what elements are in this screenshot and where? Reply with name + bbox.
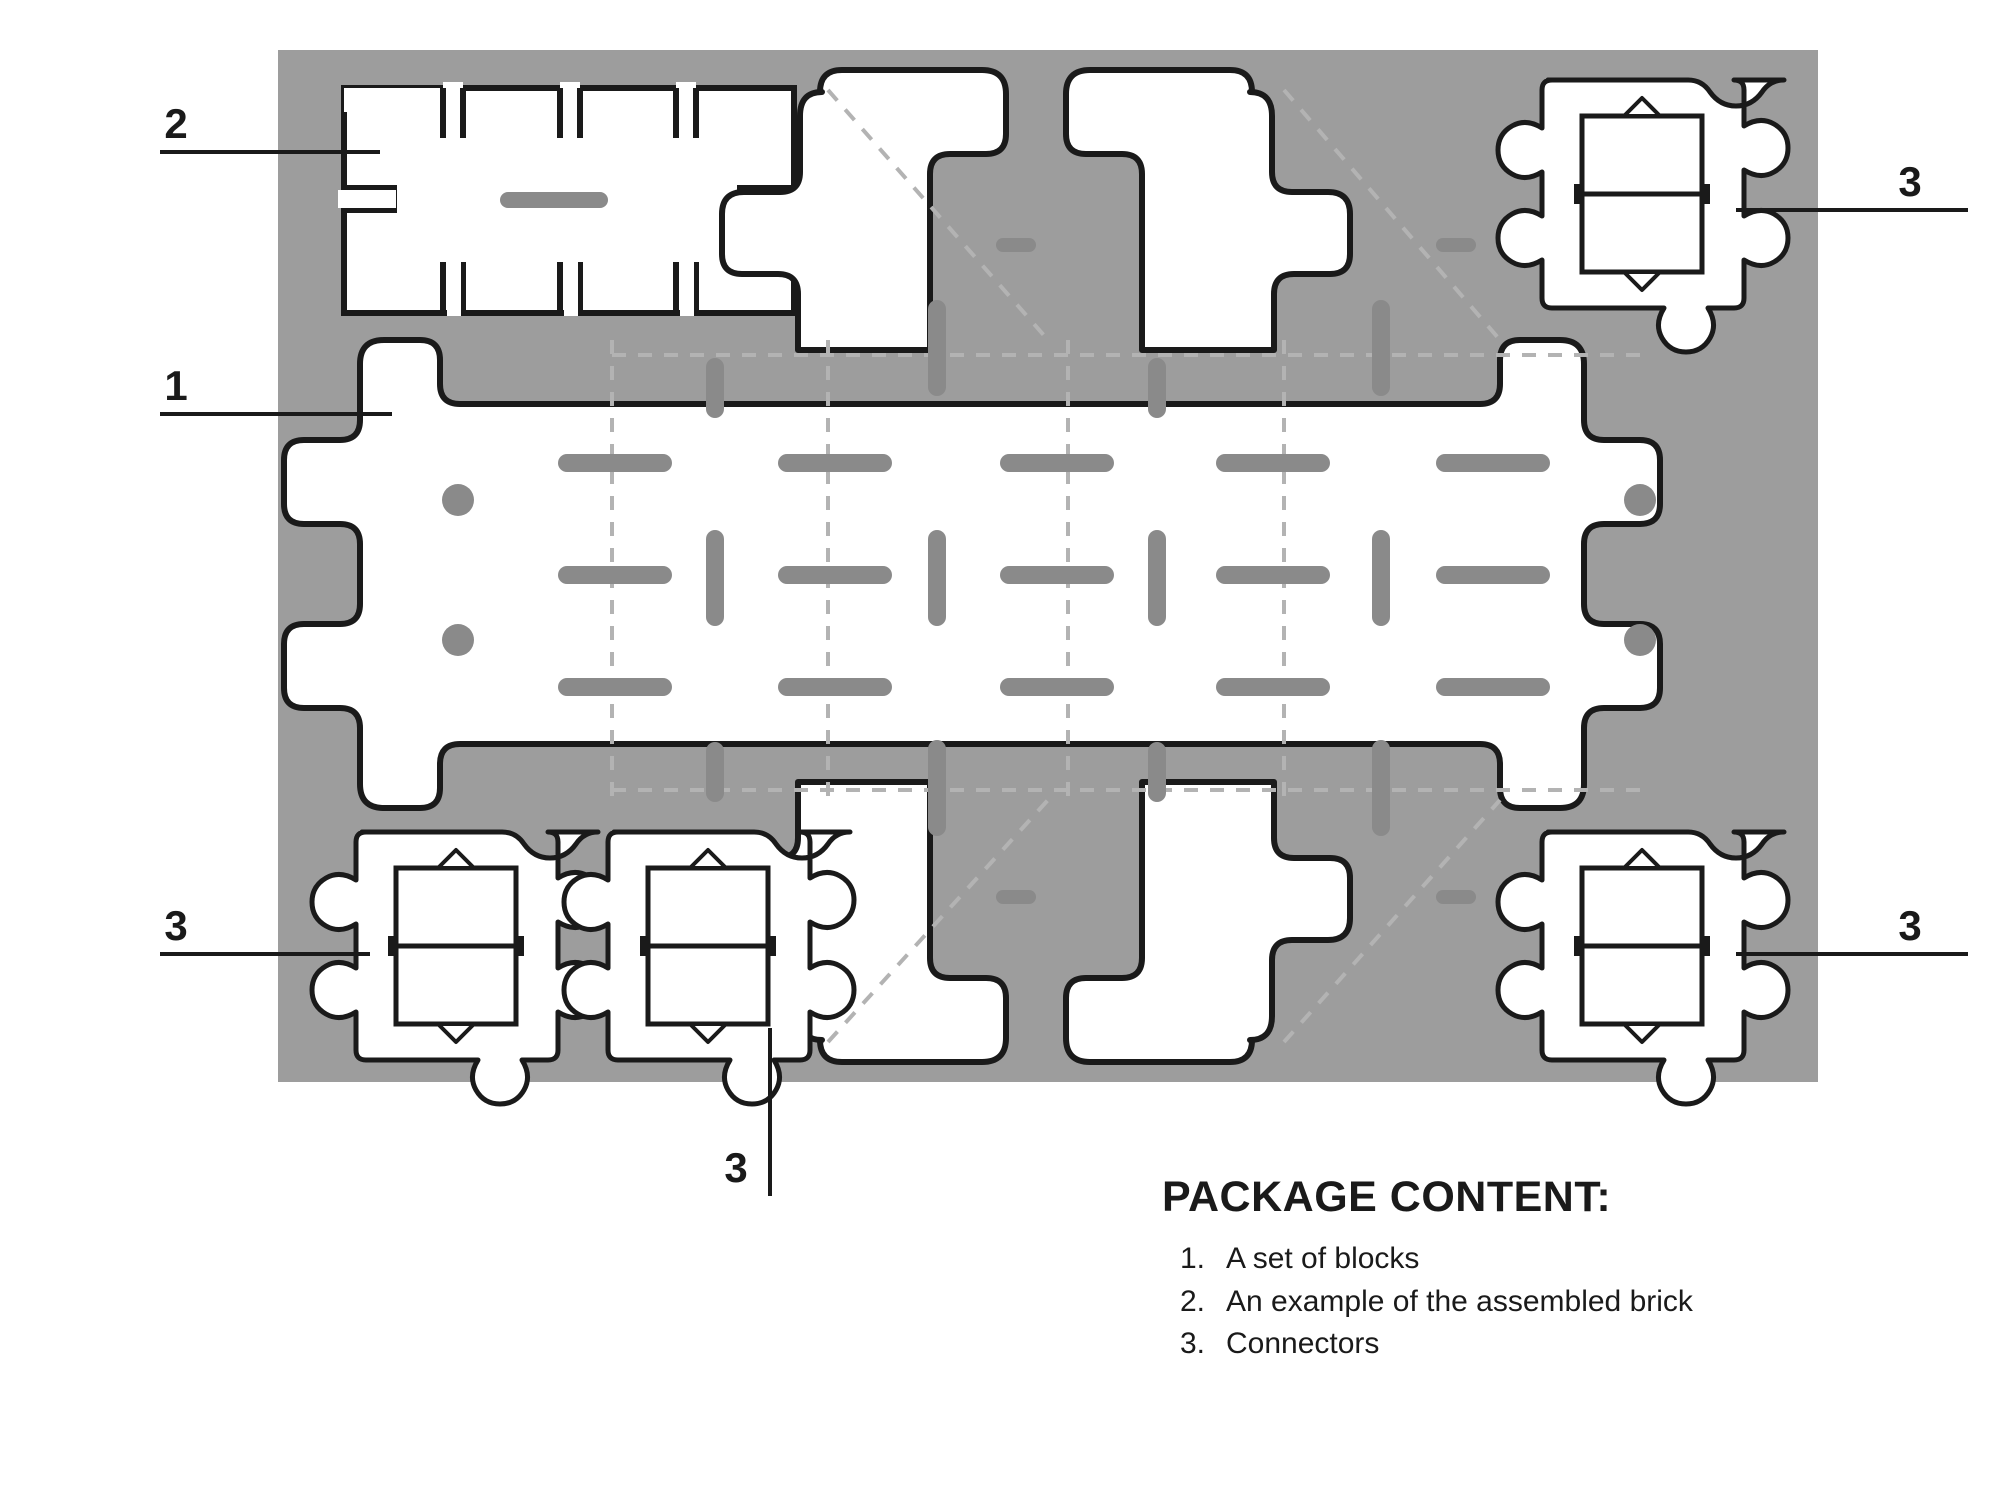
legend-item <box>1180 1323 1882 1366</box>
callout-label: 1 <box>164 362 188 409</box>
callout-label: 2 <box>164 100 188 147</box>
legend-item <box>1180 1238 1882 1281</box>
legend-item-text: A set of blocks <box>1226 1242 1420 1276</box>
callout-label: 3 <box>164 902 188 949</box>
legend-item-text: Connectors <box>1226 1327 1380 1361</box>
legend-item-index: 2. <box>1180 1284 1206 1318</box>
callout-label: 3 <box>1898 902 1922 949</box>
legend-item-index: 3. <box>1180 1327 1206 1361</box>
legend-title: PACKAGE CONTENT: <box>1162 1173 1612 1221</box>
legend-item-index: 1. <box>1180 1242 1206 1276</box>
legend-item <box>1180 1281 1882 1324</box>
callout-label: 3 <box>1898 158 1922 205</box>
legend-list <box>1162 1238 1882 1366</box>
package-content-legend <box>1162 1175 1882 1366</box>
callout-label: 3 <box>724 1144 748 1191</box>
legend-item-text: An example of the assembled brick <box>1226 1284 1693 1318</box>
